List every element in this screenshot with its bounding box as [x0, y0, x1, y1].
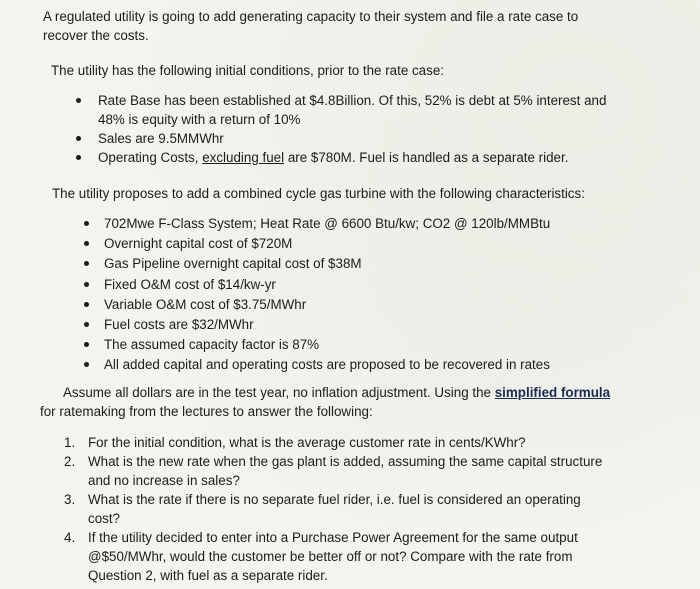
bullet-icon	[84, 261, 89, 266]
list-item	[104, 335, 550, 355]
list-item	[98, 129, 606, 148]
assume-line-2: for ratemaking from the lectures to answer the following:	[40, 404, 373, 419]
bullet-icon	[76, 155, 81, 160]
bullet-icon	[84, 241, 89, 246]
item-line: Rate Base has been established at $4.8Billion. Of this, 52% is debt at 5% interest and	[98, 93, 607, 108]
question-line: and no increase in sales?	[88, 473, 240, 488]
intro-line-2: recover the costs.	[43, 28, 149, 43]
proposal-list	[104, 214, 550, 376]
question-number: 2.	[64, 454, 76, 469]
question-number: 4.	[64, 530, 76, 545]
bullet-icon	[76, 98, 81, 103]
bullet-icon	[84, 302, 89, 307]
question-line: cost?	[88, 511, 121, 526]
item-text: Fixed O&M cost of $14/kw-yr	[104, 276, 276, 292]
item-text: The assumed capacity factor is 87%	[104, 337, 320, 353]
assume-line-1	[63, 383, 610, 402]
list-item	[104, 234, 550, 254]
item-text: are $780M. Fuel is handled as a separate rider.	[284, 150, 569, 165]
question-item	[64, 490, 602, 528]
assume-text: Assume all dollars are in the test year, no inflation adjustment. Using the	[63, 385, 495, 400]
item-text: Overnight capital cost of $720M	[104, 236, 293, 252]
question-line: What is the new rate when the gas plant is added, assuming the same capital structure	[88, 454, 603, 469]
list-item	[98, 148, 606, 167]
underlined-text: excluding fuel	[202, 150, 285, 165]
question-line: Question 2, with fuel as a separate rider.	[88, 568, 328, 583]
question-line: For the initial condition, what is the average customer rate in cents/KWhr?	[88, 435, 526, 450]
bullet-icon	[84, 322, 89, 327]
question-item	[64, 452, 603, 490]
item-text: Operating Costs,	[98, 150, 203, 165]
question-list	[64, 433, 603, 585]
question-line: What is the rate if there is no separate fuel rider, i.e. fuel is considered an operating	[88, 492, 581, 507]
bullet-icon	[84, 282, 89, 287]
item-text: Fuel costs are $32/MWhr	[104, 316, 254, 332]
list-item	[104, 214, 550, 234]
item-line: Sales are 9.5MMWhr	[98, 131, 224, 146]
list-item	[104, 315, 550, 335]
question-number: 3.	[64, 492, 76, 507]
question-line: @$50/MWhr, would the customer be better off or not? Compare with the rate from	[88, 549, 573, 564]
list-item	[104, 254, 550, 274]
bullet-icon	[84, 221, 89, 226]
bullet-icon	[84, 342, 89, 347]
list-item	[98, 91, 606, 129]
simplified-formula-link[interactable]: simplified formula	[494, 385, 611, 400]
item-line	[98, 148, 606, 167]
bullet-icon	[76, 136, 81, 141]
bullet-icon	[84, 362, 89, 367]
item-text: All added capital and operating costs are proposed to be recovered in rates	[104, 357, 550, 373]
question-number: 1.	[64, 435, 76, 450]
question-item	[64, 433, 602, 452]
item-text: Gas Pipeline overnight capital cost of $38M	[104, 256, 362, 272]
initial-conditions-heading: The utility has the following initial conditions, prior to the rate case:	[51, 63, 444, 78]
item-text: Variable O&M cost of $3.75/MWhr	[104, 296, 307, 312]
question-line: If the utility decided to enter into a Purchase Power Agreement for the same output	[88, 530, 578, 545]
proposal-heading: The utility proposes to add a combined cycle gas turbine with the following characteristics:	[52, 186, 585, 201]
item-line: 48% is equity with a return of 10%	[98, 112, 301, 127]
item-text: 702Mwe F-Class System; Heat Rate @ 6600 Btu/kw; CO2 @ 120lb/MMBtu	[104, 216, 551, 231]
intro-line-1: A regulated utility is going to add generating capacity to their system and file a rate case to	[43, 9, 579, 24]
initial-conditions-list	[98, 91, 606, 167]
list-item	[104, 295, 550, 315]
list-item	[104, 355, 550, 375]
question-item	[64, 528, 602, 585]
list-item	[104, 275, 550, 295]
